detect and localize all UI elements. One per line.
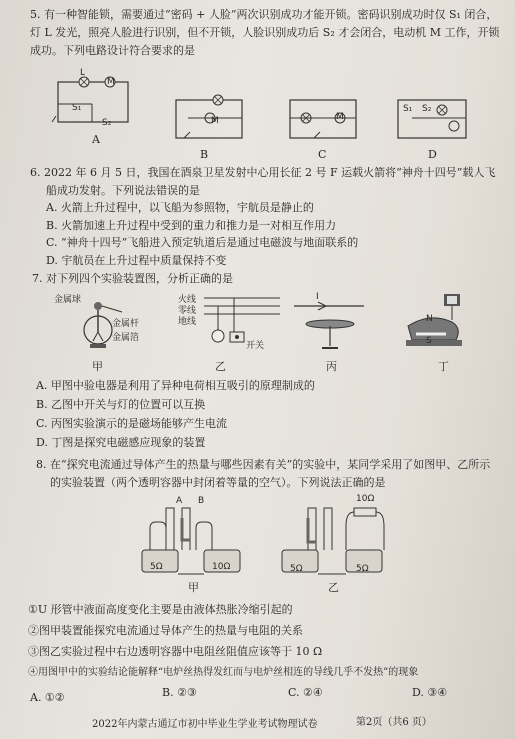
- q8-jia-label-b: B: [198, 496, 205, 506]
- q7-ding-caption: 丁: [438, 360, 449, 373]
- q6-option-d: D. 宇航员在上升过程中质量保持不变: [46, 254, 227, 267]
- q5-circuit-b: [170, 96, 248, 144]
- q5c-motor-label: M: [336, 112, 344, 122]
- q7-bing-caption: 丙: [326, 360, 337, 373]
- q7-yi-label-live: 火线: [178, 295, 197, 305]
- q8-yi-label-r1: 5Ω: [290, 564, 303, 574]
- q8-option-a: A. ①②: [30, 691, 65, 704]
- q7-bing-label-current: I: [316, 292, 319, 302]
- q7-jia-caption: 甲: [92, 360, 103, 373]
- q7-option-b: B. 乙图中开关与灯的位置可以互换: [36, 398, 206, 411]
- q8-option-b: B. ②③: [162, 686, 197, 699]
- q7-magnet-device-figure: [400, 292, 480, 352]
- q7-option-a: A. 甲图中验电器是利用了异种电荷相互吸引的原理制成的: [36, 379, 315, 392]
- q5a-motor-label: M: [107, 77, 115, 87]
- q5-option-d: D: [428, 148, 437, 161]
- q8-jia-label-r1: 5Ω: [150, 562, 163, 572]
- q7-ding-label-n: N: [426, 314, 433, 324]
- q5a-s1-label: S₁: [72, 103, 82, 113]
- q7-yi-label-ground: 地线: [178, 317, 197, 327]
- q8-jia-caption: 甲: [188, 581, 199, 594]
- q8-option-d: D. ③④: [412, 686, 448, 699]
- q6-option-a: A. 火箭上升过程中，以飞船为参照物，宇航员是静止的: [46, 201, 314, 214]
- q8-statement-3: ③图乙实验过程中右边透明容器中电阻丝阻值应该等于 10 Ω: [28, 645, 323, 658]
- q6-option-b: B. 火箭加速上升过程中受到的重力和推力是一对相互作用力: [46, 219, 337, 232]
- q8-jia-label-r2: 10Ω: [212, 562, 231, 572]
- q5b-motor-label: M: [211, 116, 219, 126]
- q5d-s2-label: S₂: [422, 104, 432, 114]
- q7-oersted-figure: [290, 296, 370, 354]
- q8-stem1: 8. 在“探究电流通过导体产生的热量与哪些因素有关”的实验中，某同学采用了如图甲、乙所示: [36, 458, 491, 471]
- q7-yi-label-switch: 开关: [246, 341, 265, 351]
- q5-option-b: B: [200, 148, 209, 161]
- q8-yi-label-r3: 10Ω: [356, 494, 375, 504]
- q5-circuit-a: [52, 76, 132, 128]
- q7-jia-label-foil: 金属箔: [112, 333, 140, 343]
- q7-stem: 7. 对下列四个实验装置图，分析正确的是: [32, 272, 233, 285]
- q7-ding-label-s: S: [426, 336, 432, 346]
- q5-line1: 5. 有一种智能锁，需要通过“密码 + 人脸”两次识别成功才能开锁。密码识别成功时仅 S₁ 闭合，: [30, 8, 498, 21]
- footer-page-number: 第2页（共6 页）: [356, 717, 432, 728]
- q5-circuit-c: [284, 96, 362, 144]
- q8-yi-caption: 乙: [328, 581, 339, 594]
- q6-option-c: C. “神舟十四号”飞船进入预定轨道后是通过电磁波与地面联系的: [46, 236, 359, 249]
- q5a-lamp-label: L: [80, 68, 86, 78]
- q5-line2: 灯 L 发光，照亮人脸进行识别，但不开锁，人脸识别成功后 S₂ 才会闭合，电动机 M 工作，开锁: [30, 26, 500, 39]
- q8-statement-4: ④用图甲中的实验结论能解释“电炉丝热得发红而与电炉丝相连的导线几乎不发热”的现象: [28, 667, 419, 678]
- q8-statement-2: ②图甲装置能探究电流通过导体产生的热量与电阻的关系: [28, 624, 303, 637]
- q7-jia-label-ball: 金属球: [54, 295, 82, 305]
- q8-stem2: 的实验装置（两个透明容器中封闭着等量的空气）。下列说法正确的是: [50, 476, 386, 489]
- q8-jia-label-a: A: [176, 496, 183, 506]
- q7-option-c: C. 丙图实验演示的是磁场能够产生电流: [36, 417, 228, 430]
- q6-stem2: 船成功发射。下列说法错误的是: [46, 184, 200, 197]
- q8-statement-1: ①U 形管中液面高度变化主要是由液体热胀冷缩引起的: [28, 603, 293, 616]
- q7-household-circuit-figure: [204, 292, 280, 356]
- q5d-s1-label: S₁: [403, 104, 413, 114]
- q7-yi-label-neutral: 零线: [178, 306, 197, 316]
- q5a-s2-label: S₂: [102, 118, 112, 128]
- q7-yi-caption: 乙: [215, 360, 226, 373]
- q8-yi-label-r2: 5Ω: [356, 564, 369, 574]
- q5-option-c: C: [318, 148, 327, 161]
- q7-option-d: D. 丁图是探究电磁感应现象的装置: [36, 436, 206, 449]
- q5-option-a: A: [92, 133, 100, 146]
- q8-option-c: C. ②④: [288, 686, 323, 699]
- footer-title: 2022年内蒙古通辽市初中毕业生学业考试物理试卷: [92, 719, 318, 730]
- q5-line3: 成功。下列电路设计符合要求的是: [30, 44, 195, 57]
- q6-stem1: 6. 2022 年 6 月 5 日，我国在酒泉卫星发射中心用长征 2 号 F 运载火箭将“神舟十四号”载人飞: [30, 166, 496, 179]
- q7-jia-label-rod: 金属杆: [112, 319, 140, 329]
